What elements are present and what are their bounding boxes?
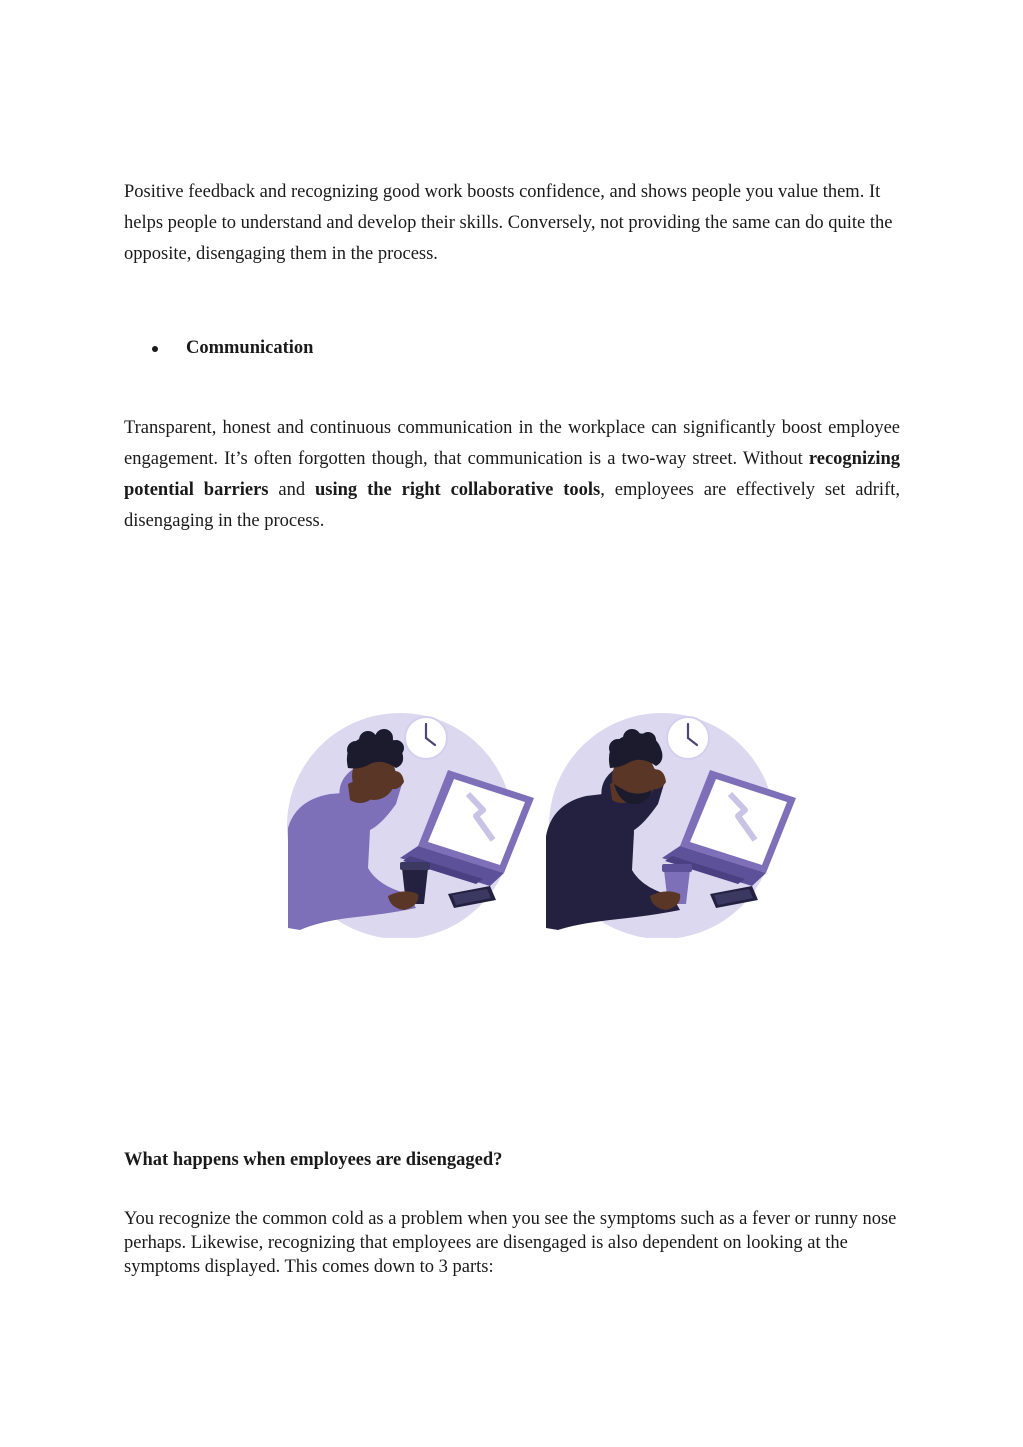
left-scene <box>287 713 534 938</box>
bullet-icon <box>152 346 158 352</box>
clock-icon <box>405 717 447 759</box>
bold-phrase-barriers: recognizing potential barriers <box>124 449 900 500</box>
clock-icon <box>667 717 709 759</box>
bullet-item-communication <box>152 335 313 361</box>
paragraph-feedback: Positive feedback and recognizing good work boosts confidence, and shows people you value them. It helps people to understand and develop their skills. Conversely, not providing the same can do quite the opposite, disengaging them in the process. <box>124 182 893 264</box>
text-span: Transparent, honest and continuous communication in the workplace can significantly boost employee engagement. It’s often forgotten though, that communication is a two-way street. Without <box>124 418 900 469</box>
text-span: , employees are effectively set adrift, disengaging in the process. <box>124 480 900 531</box>
disengaged-workers-illustration-icon <box>278 708 810 938</box>
paragraph-symptoms: You recognize the common cold as a problem when you see the symptoms such as a fever or runny nose perhaps. Likewise, recognizing that employees are disengaged is also dependent on looking at the symptoms displayed. This comes down to 3 parts: <box>124 1209 897 1277</box>
bullet-label: Communication <box>186 338 314 358</box>
bold-phrase-tools: using the right collaborative tools <box>315 480 601 500</box>
section-heading-disengaged: What happens when employees are disengaged? <box>124 1150 503 1170</box>
paragraph-communication <box>124 413 900 537</box>
text-span: and <box>268 480 316 500</box>
right-scene <box>546 713 796 938</box>
